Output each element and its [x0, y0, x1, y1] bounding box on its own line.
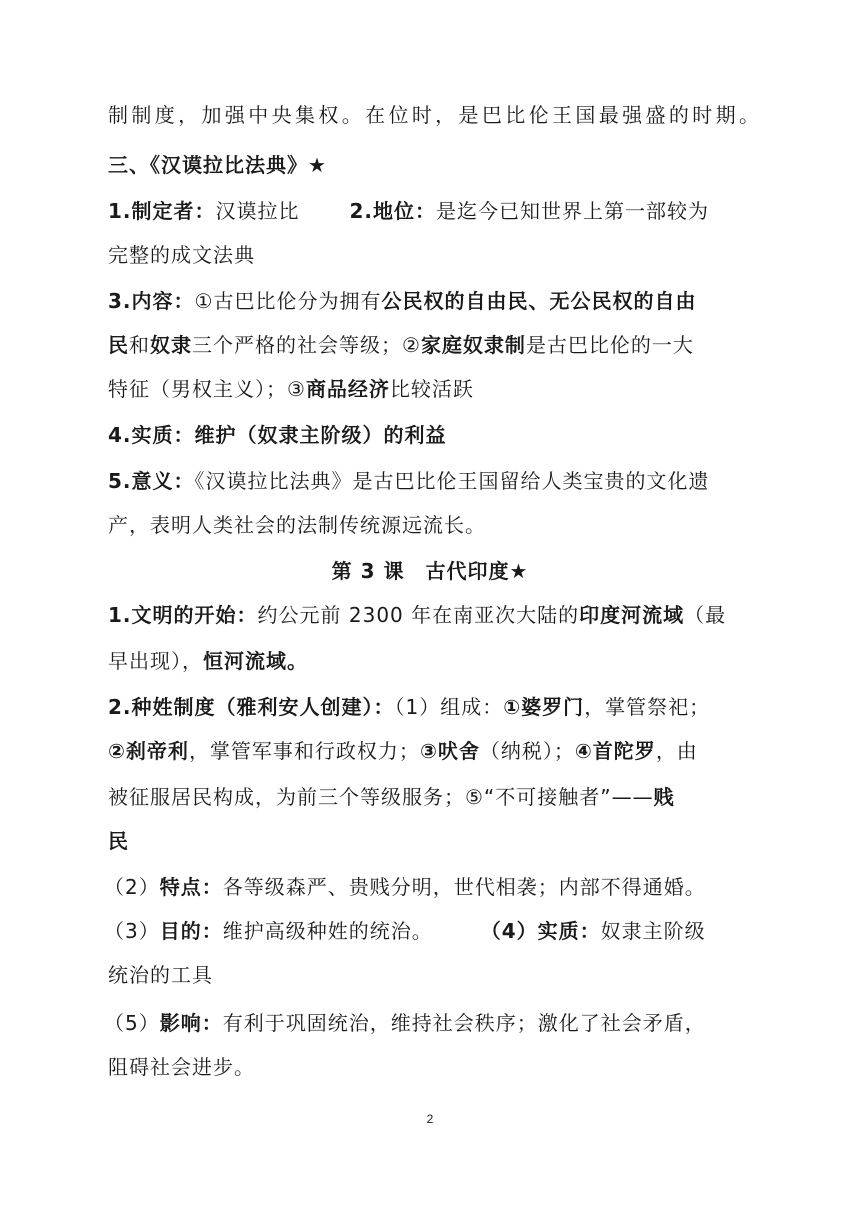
emphasis-text: 商品经济	[305, 377, 390, 401]
text-line	[108, 826, 129, 856]
body-text: 奴隶主阶级	[600, 919, 706, 943]
body-text: ①古巴比伦分为拥有	[194, 289, 382, 313]
label-text: 目的：	[159, 919, 223, 943]
body-text: （2）	[104, 875, 160, 899]
emphasis-text: 公民权的自由民、无公民权的自由	[381, 289, 697, 313]
text-line	[104, 916, 706, 946]
emphasis-text: 贱	[653, 785, 675, 809]
label-text: 3.内容：	[108, 289, 195, 313]
body-text: 各等级森严、贵贱分明，世代相袭；内部不得通婚。	[222, 875, 706, 899]
body-text: （5）	[104, 1011, 160, 1035]
body-text: （纳税）；	[479, 739, 575, 763]
emphasis-text: ②刹帝利	[108, 739, 189, 763]
label-text: 1.制定者：	[108, 199, 216, 223]
emphasis-text: ①婆罗门	[503, 695, 585, 719]
label-text: （4）实质：	[480, 919, 601, 943]
label-text: 5.意义：	[108, 469, 195, 493]
body-text: 产，表明人类社会的法制传统源远流长。	[108, 513, 486, 537]
emphasis-text: 家庭奴隶制	[420, 333, 526, 357]
emphasis-text: 4.实质：维护（奴隶主阶级）的利益	[108, 423, 447, 447]
body-text: 约公元前 2300 年在南亚次大陆的	[257, 603, 580, 627]
text-line	[108, 374, 474, 404]
section-heading	[108, 150, 327, 180]
body-text: 和	[129, 333, 150, 357]
label-text: 影响：	[159, 1011, 223, 1035]
text-line	[108, 600, 726, 630]
body-text: ，掌管祭祀；	[584, 695, 711, 719]
emphasis-text: ④首陀罗	[574, 739, 656, 763]
text-line	[108, 286, 696, 316]
emphasis-text: 恒河流域。	[203, 649, 308, 673]
body-text: （3）	[104, 919, 160, 943]
text-line	[108, 736, 698, 766]
text-line	[108, 240, 255, 270]
lesson-title	[0, 556, 860, 586]
emphasis-text: 奴隶	[150, 333, 192, 357]
body-text: 比较活跃	[389, 377, 474, 401]
body-text: 完整的成文法典	[108, 243, 255, 267]
text-line	[108, 196, 709, 226]
heading-text: 第 3 课 古代印度★	[331, 559, 529, 583]
text-line	[108, 466, 710, 496]
emphasis-text: 民	[108, 829, 129, 853]
paragraph-text: 制制度，加强中央集权。在位时，是巴比伦王国最强盛的时期。	[108, 103, 760, 127]
body-text: 是古巴比伦的一大	[525, 333, 694, 357]
emphasis-text: 民	[108, 333, 129, 357]
label-text: 2.地位：	[349, 199, 437, 223]
text-line	[108, 646, 308, 676]
text-line	[108, 1052, 255, 1082]
heading-text: 三、《汉谟拉比法典》★	[108, 153, 327, 177]
body-text: ，由	[655, 739, 698, 763]
text-line	[108, 510, 486, 540]
body-text: 被征服居民构成，为前三个等级服务；⑤“不可接触者”——	[108, 785, 654, 809]
text-line	[108, 960, 213, 990]
body-text: 阻碍社会进步。	[108, 1055, 255, 1079]
text-line	[104, 872, 706, 902]
text-line	[108, 782, 675, 812]
emphasis-text: 印度河流域	[579, 603, 685, 627]
text-line	[108, 100, 760, 130]
text-line	[108, 330, 694, 360]
label-text: 1.文明的开始：	[108, 603, 258, 627]
body-text: 是迄今已知世界上第一部较为	[436, 199, 710, 223]
body-text: 汉谟拉比	[215, 199, 300, 223]
label-text: 特点：	[159, 875, 223, 899]
text-line	[108, 692, 710, 722]
text-line	[104, 1008, 706, 1038]
body-text: （1）组成：	[394, 695, 504, 719]
body-text: 维护高级种姓的统治。	[222, 919, 433, 943]
body-text: 《汉谟拉比法典》是古巴比伦王国留给人类宝贵的文化遗	[194, 469, 710, 493]
body-text: 统治的工具	[108, 963, 213, 987]
body-text: 有利于巩固统治，维持社会秩序；激化了社会矛盾，	[222, 1011, 706, 1035]
body-text: （最	[684, 603, 727, 627]
label-text: 2.种姓制度（雅利安人创建）：	[108, 695, 395, 719]
body-text: ，掌管军事和行政权力；	[188, 739, 420, 763]
body-text: 三个严格的社会等级；②	[192, 333, 421, 357]
body-text: 特征（男权主义）；③	[108, 377, 306, 401]
body-text: 早出现），	[108, 649, 203, 673]
emphasis-text: ③吠舍	[419, 739, 480, 763]
page-number: 2	[426, 1112, 434, 1126]
text-line	[108, 420, 447, 450]
